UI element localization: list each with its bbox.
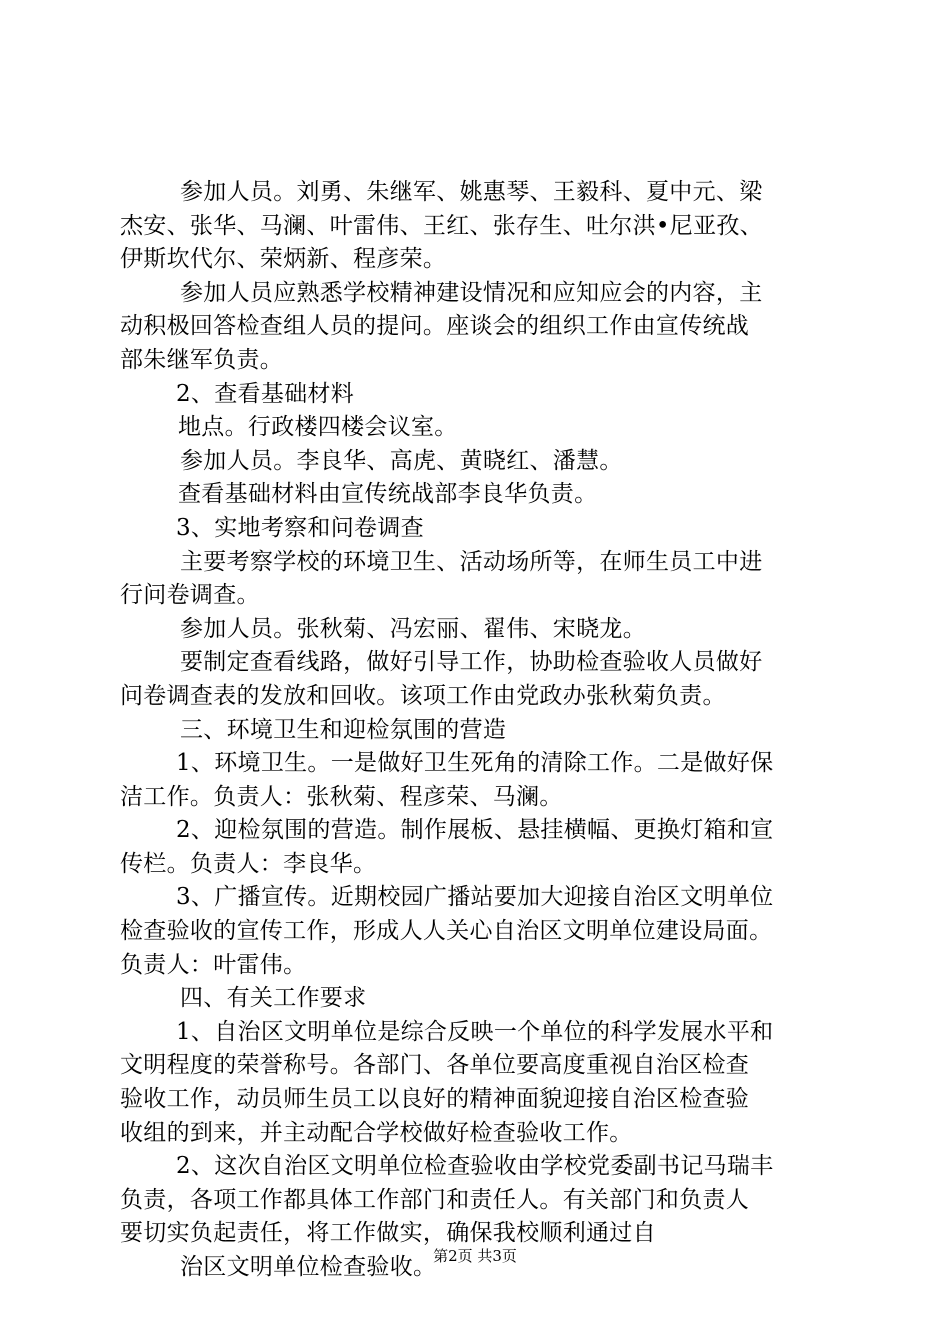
text-line: 治区文明单位检查验收。	[180, 1254, 437, 1280]
text-line: 2、迎检氛围的营造。制作展板、悬挂横幅、更换灯箱和宣	[176, 817, 774, 844]
text-line: 传栏。负责人：李良华。	[120, 850, 377, 877]
text-line: 3、广播宣传。近期校园广播站要加大迎接自治区文明单位	[176, 884, 774, 911]
text-line: 验收工作，动员师生员工以良好的精神面貌迎接自治区检查验	[120, 1086, 750, 1113]
text-line: 动积极回答检查组人员的提问。座谈会的组织工作由宣传统战	[120, 313, 750, 340]
document-body	[120, 176, 840, 1285]
section-heading: 三、环境卫生和迎检氛围的营造	[180, 716, 507, 743]
text-line: 2、这次自治区文明单位检查验收由学校党委副书记马瑞丰	[176, 1153, 774, 1180]
text-line: 要制定查看线路，做好引导工作，协助检查验收人员做好	[180, 649, 763, 676]
text-line: 杰安、张华、马澜、叶雷伟、王红、张存生、吐尔洪•尼亚孜、	[120, 212, 763, 239]
text-line: 参加人员。张秋菊、冯宏丽、翟伟、宋晓龙。	[180, 615, 646, 642]
text-line: 伊斯坎代尔、荣炳新、程彦荣。	[120, 246, 447, 273]
text-line: 负责人：叶雷伟。	[120, 951, 307, 978]
text-line: 主要考察学校的环境卫生、活动场所等，在师生员工中进	[180, 548, 763, 575]
text-line: 要切实负起责任，将工作做实，确保我校顺利通过自	[120, 1220, 656, 1247]
text-line: 参加人员。刘勇、朱继军、姚惠琴、王毅科、夏中元、梁	[180, 179, 763, 205]
text-line: 1、环境卫生。一是做好卫生死角的清除工作。二是做好保	[176, 750, 774, 777]
section-heading: 3、实地考察和问卷调查	[176, 514, 424, 541]
text-line: 收组的到来，并主动配合学校做好检查验收工作。	[120, 1119, 633, 1146]
text-line: 查看基础材料由宣传统战部李良华负责。	[178, 481, 598, 508]
text-line: 行问卷调查。	[120, 582, 260, 609]
text-line: 1、自治区文明单位是综合反映一个单位的科学发展水平和	[176, 1018, 774, 1045]
text-line: 文明程度的荣誉称号。各部门、各单位要高度重视自治区检查	[120, 1052, 750, 1079]
text-line: 检查验收的宣传工作，形成人人关心自治区文明单位建设局面。	[120, 918, 773, 945]
text-line: 问卷调查表的发放和回收。该项工作由党政办张秋菊负责。	[120, 682, 726, 709]
text-line: 洁工作。负责人：张秋菊、程彦荣、马澜。	[120, 783, 563, 810]
text-line: 参加人员。李良华、高虎、黄晓红、潘慧。	[180, 447, 623, 474]
text-line: 地点。行政楼四楼会议室。	[178, 414, 458, 441]
text-line: 负责，各项工作都具体工作部门和责任人。有关部门和负责人	[120, 1186, 750, 1213]
text-line: 部朱继军负责。	[120, 346, 284, 373]
section-heading: 四、有关工作要求	[180, 985, 367, 1012]
section-heading: 2、查看基础材料	[176, 380, 355, 407]
page-number: 第2页 共3页	[433, 1247, 517, 1265]
text-line: 参加人员应熟悉学校精神建设情况和应知应会的内容，主	[180, 279, 763, 306]
